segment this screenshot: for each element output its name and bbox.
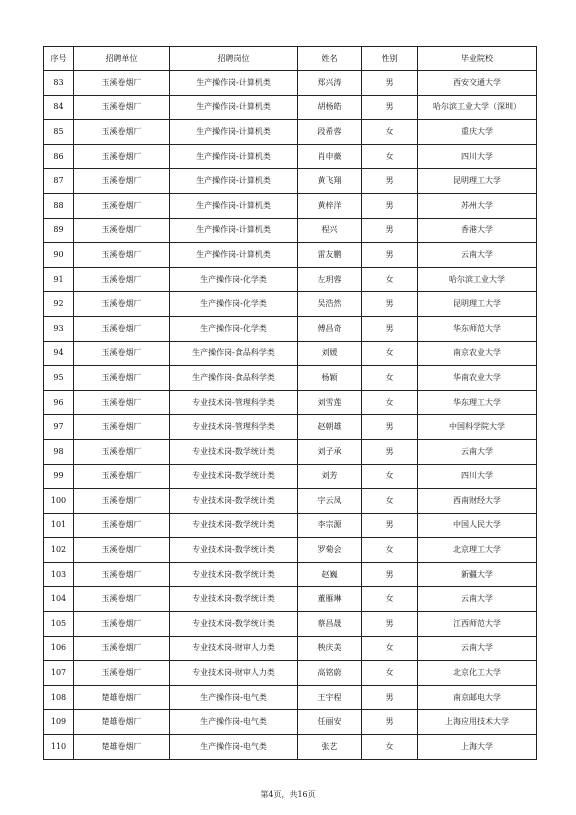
cell-serial-number: 102 — [44, 538, 74, 563]
cell-serial-number: 110 — [44, 735, 74, 760]
cell-name: 雷友鹏 — [298, 243, 362, 268]
cell-name: 王宇程 — [298, 685, 362, 710]
cell-serial-number: 89 — [44, 218, 74, 243]
cell-position: 生产操作岗-化学类 — [170, 316, 298, 341]
cell-hiring-unit: 玉溪卷烟厂 — [74, 366, 170, 391]
cell-serial-number: 93 — [44, 316, 74, 341]
cell-name: 李宗源 — [298, 513, 362, 538]
cell-hiring-unit: 玉溪卷烟厂 — [74, 562, 170, 587]
cell-position: 专业技术岗-数学统计类 — [170, 464, 298, 489]
cell-school: 苏州大学 — [418, 193, 537, 218]
cell-serial-number: 83 — [44, 71, 74, 96]
header-position: 招聘岗位 — [170, 47, 298, 71]
cell-hiring-unit: 楚雄卷烟厂 — [74, 685, 170, 710]
cell-position: 专业技术岗-数学统计类 — [170, 513, 298, 538]
cell-name: 高铭蔚 — [298, 661, 362, 686]
cell-position: 专业技术岗-财审人力类 — [170, 661, 298, 686]
cell-serial-number: 91 — [44, 267, 74, 292]
cell-serial-number: 104 — [44, 587, 74, 612]
cell-name: 胡杨皓 — [298, 95, 362, 120]
cell-name: 字云凤 — [298, 489, 362, 514]
cell-name: 黄飞翔 — [298, 169, 362, 194]
cell-position: 生产操作岗-计算机类 — [170, 218, 298, 243]
cell-gender: 男 — [362, 415, 418, 440]
table-row — [44, 120, 537, 145]
cell-serial-number: 86 — [44, 144, 74, 169]
hiring-roster-table — [43, 46, 537, 760]
cell-school: 云南大学 — [418, 636, 537, 661]
cell-name: 傅昌奇 — [298, 316, 362, 341]
cell-hiring-unit: 玉溪卷烟厂 — [74, 636, 170, 661]
cell-serial-number: 94 — [44, 341, 74, 366]
cell-hiring-unit: 玉溪卷烟厂 — [74, 341, 170, 366]
cell-position: 生产操作岗-电气类 — [170, 685, 298, 710]
cell-hiring-unit: 玉溪卷烟厂 — [74, 120, 170, 145]
cell-name: 刘雪莲 — [298, 390, 362, 415]
cell-serial-number: 97 — [44, 415, 74, 440]
table-row — [44, 415, 537, 440]
cell-position: 生产操作岗-计算机类 — [170, 243, 298, 268]
cell-serial-number: 95 — [44, 366, 74, 391]
cell-serial-number: 108 — [44, 685, 74, 710]
cell-school: 江西师范大学 — [418, 612, 537, 637]
cell-name: 刘芳 — [298, 464, 362, 489]
cell-position: 专业技术岗-数学统计类 — [170, 612, 298, 637]
cell-gender: 女 — [362, 464, 418, 489]
cell-name: 任丽安 — [298, 710, 362, 735]
cell-position: 生产操作岗-计算机类 — [170, 144, 298, 169]
cell-gender: 男 — [362, 316, 418, 341]
table-row — [44, 439, 537, 464]
cell-hiring-unit: 玉溪卷烟厂 — [74, 71, 170, 96]
cell-school: 北京理工大学 — [418, 538, 537, 563]
table-row — [44, 710, 537, 735]
cell-gender: 男 — [362, 292, 418, 317]
cell-gender: 女 — [362, 538, 418, 563]
cell-position: 专业技术岗-数学统计类 — [170, 587, 298, 612]
cell-school: 新疆大学 — [418, 562, 537, 587]
header-gender: 性别 — [362, 47, 418, 71]
cell-name: 张艺 — [298, 735, 362, 760]
cell-gender: 女 — [362, 489, 418, 514]
table-row — [44, 95, 537, 120]
cell-gender: 男 — [362, 95, 418, 120]
cell-serial-number: 101 — [44, 513, 74, 538]
cell-gender: 女 — [362, 366, 418, 391]
cell-school: 哈尔滨工业大学（深圳） — [418, 95, 537, 120]
cell-serial-number: 107 — [44, 661, 74, 686]
cell-hiring-unit: 玉溪卷烟厂 — [74, 415, 170, 440]
table-row — [44, 612, 537, 637]
cell-serial-number: 88 — [44, 193, 74, 218]
cell-gender: 女 — [362, 144, 418, 169]
header-hiring-unit: 招聘单位 — [74, 47, 170, 71]
cell-serial-number: 106 — [44, 636, 74, 661]
cell-school: 南京邮电大学 — [418, 685, 537, 710]
cell-position: 生产操作岗-计算机类 — [170, 120, 298, 145]
cell-hiring-unit: 玉溪卷烟厂 — [74, 513, 170, 538]
cell-hiring-unit: 玉溪卷烟厂 — [74, 661, 170, 686]
cell-position: 生产操作岗-食品科学类 — [170, 366, 298, 391]
table-row — [44, 587, 537, 612]
cell-hiring-unit: 玉溪卷烟厂 — [74, 144, 170, 169]
table-row — [44, 685, 537, 710]
cell-serial-number: 85 — [44, 120, 74, 145]
cell-gender: 男 — [362, 243, 418, 268]
cell-gender: 女 — [362, 587, 418, 612]
table-row — [44, 71, 537, 96]
cell-serial-number: 84 — [44, 95, 74, 120]
table-row — [44, 636, 537, 661]
table-row — [44, 735, 537, 760]
cell-position: 生产操作岗-电气类 — [170, 710, 298, 735]
cell-hiring-unit: 玉溪卷烟厂 — [74, 292, 170, 317]
cell-name: 程兴 — [298, 218, 362, 243]
table-row — [44, 562, 537, 587]
cell-school: 上海大学 — [418, 735, 537, 760]
table-row — [44, 218, 537, 243]
cell-school: 昆明理工大学 — [418, 292, 537, 317]
cell-school: 西安交通大学 — [418, 71, 537, 96]
cell-gender: 男 — [362, 612, 418, 637]
cell-school: 四川大学 — [418, 144, 537, 169]
cell-gender: 男 — [362, 71, 418, 96]
cell-serial-number: 109 — [44, 710, 74, 735]
cell-name: 赵朝雄 — [298, 415, 362, 440]
cell-gender: 女 — [362, 120, 418, 145]
cell-hiring-unit: 玉溪卷烟厂 — [74, 243, 170, 268]
cell-serial-number: 92 — [44, 292, 74, 317]
cell-position: 专业技术岗-管理科学类 — [170, 390, 298, 415]
header-serial-number: 序号 — [44, 47, 74, 71]
cell-school: 中国科学院大学 — [418, 415, 537, 440]
cell-school: 重庆大学 — [418, 120, 537, 145]
table-row — [44, 661, 537, 686]
cell-hiring-unit: 玉溪卷烟厂 — [74, 169, 170, 194]
roster-body — [44, 71, 537, 760]
cell-position: 专业技术岗-数学统计类 — [170, 538, 298, 563]
cell-position: 生产操作岗-计算机类 — [170, 71, 298, 96]
cell-position: 生产操作岗-计算机类 — [170, 193, 298, 218]
cell-school: 四川大学 — [418, 464, 537, 489]
cell-gender: 女 — [362, 390, 418, 415]
cell-school: 昆明理工大学 — [418, 169, 537, 194]
cell-position: 生产操作岗-计算机类 — [170, 169, 298, 194]
cell-name: 董雁琳 — [298, 587, 362, 612]
cell-position: 生产操作岗-电气类 — [170, 735, 298, 760]
cell-gender: 男 — [362, 710, 418, 735]
table-row — [44, 390, 537, 415]
cell-serial-number: 103 — [44, 562, 74, 587]
table-row — [44, 489, 537, 514]
cell-position: 生产操作岗-化学类 — [170, 267, 298, 292]
table-row — [44, 538, 537, 563]
cell-hiring-unit: 玉溪卷烟厂 — [74, 464, 170, 489]
header-school: 毕业院校 — [418, 47, 537, 71]
cell-position: 专业技术岗-数学统计类 — [170, 489, 298, 514]
cell-school: 上海应用技术大学 — [418, 710, 537, 735]
table-row — [44, 144, 537, 169]
cell-name: 杨颖 — [298, 366, 362, 391]
cell-hiring-unit: 玉溪卷烟厂 — [74, 267, 170, 292]
cell-school: 云南大学 — [418, 439, 537, 464]
cell-position: 专业技术岗-财审人力类 — [170, 636, 298, 661]
cell-hiring-unit: 玉溪卷烟厂 — [74, 390, 170, 415]
cell-serial-number: 87 — [44, 169, 74, 194]
cell-name: 秧庆美 — [298, 636, 362, 661]
cell-school: 华东理工大学 — [418, 390, 537, 415]
cell-gender: 男 — [362, 193, 418, 218]
cell-gender: 男 — [362, 685, 418, 710]
cell-gender: 女 — [362, 661, 418, 686]
cell-name: 吴浩然 — [298, 292, 362, 317]
table-row — [44, 169, 537, 194]
cell-school: 华南农业大学 — [418, 366, 537, 391]
cell-gender: 女 — [362, 735, 418, 760]
cell-school: 香港大学 — [418, 218, 537, 243]
cell-school: 哈尔滨工业大学 — [418, 267, 537, 292]
table-row — [44, 513, 537, 538]
cell-school: 云南大学 — [418, 587, 537, 612]
cell-hiring-unit: 玉溪卷烟厂 — [74, 316, 170, 341]
cell-serial-number: 98 — [44, 439, 74, 464]
table-row — [44, 193, 537, 218]
cell-gender: 男 — [362, 169, 418, 194]
cell-name: 蔡昌晟 — [298, 612, 362, 637]
cell-gender: 女 — [362, 341, 418, 366]
cell-name: 黄梓洋 — [298, 193, 362, 218]
header-name: 姓名 — [298, 47, 362, 71]
cell-name: 郑兴涛 — [298, 71, 362, 96]
cell-school: 中国人民大学 — [418, 513, 537, 538]
cell-serial-number: 90 — [44, 243, 74, 268]
table-row — [44, 316, 537, 341]
cell-serial-number: 100 — [44, 489, 74, 514]
page-number: 第4页，共16页 — [260, 790, 316, 799]
table-row — [44, 366, 537, 391]
header-row — [44, 47, 537, 71]
cell-name: 段希蓉 — [298, 120, 362, 145]
cell-position: 生产操作岗-化学类 — [170, 292, 298, 317]
table-row — [44, 267, 537, 292]
table-row — [44, 243, 537, 268]
cell-position: 专业技术岗-数学统计类 — [170, 562, 298, 587]
cell-name: 罗菊会 — [298, 538, 362, 563]
cell-serial-number: 96 — [44, 390, 74, 415]
cell-name: 赵巍 — [298, 562, 362, 587]
table-row — [44, 464, 537, 489]
cell-school: 南京农业大学 — [418, 341, 537, 366]
cell-serial-number: 105 — [44, 612, 74, 637]
cell-hiring-unit: 楚雄卷烟厂 — [74, 735, 170, 760]
cell-gender: 女 — [362, 636, 418, 661]
cell-name: 刘子承 — [298, 439, 362, 464]
cell-hiring-unit: 玉溪卷烟厂 — [74, 538, 170, 563]
cell-position: 专业技术岗-管理科学类 — [170, 415, 298, 440]
cell-gender: 男 — [362, 439, 418, 464]
cell-hiring-unit: 玉溪卷烟厂 — [74, 218, 170, 243]
table-row — [44, 341, 537, 366]
cell-gender: 男 — [362, 513, 418, 538]
cell-hiring-unit: 玉溪卷烟厂 — [74, 95, 170, 120]
cell-school: 云南大学 — [418, 243, 537, 268]
cell-position: 生产操作岗-计算机类 — [170, 95, 298, 120]
cell-name: 刘媛 — [298, 341, 362, 366]
cell-school: 北京化工大学 — [418, 661, 537, 686]
cell-serial-number: 99 — [44, 464, 74, 489]
cell-hiring-unit: 楚雄卷烟厂 — [74, 710, 170, 735]
cell-hiring-unit: 玉溪卷烟厂 — [74, 193, 170, 218]
cell-gender: 女 — [362, 267, 418, 292]
cell-gender: 男 — [362, 562, 418, 587]
cell-gender: 男 — [362, 218, 418, 243]
cell-name: 肖申薇 — [298, 144, 362, 169]
cell-hiring-unit: 玉溪卷烟厂 — [74, 612, 170, 637]
cell-school: 西南财经大学 — [418, 489, 537, 514]
roster-sheet — [43, 46, 536, 760]
cell-hiring-unit: 玉溪卷烟厂 — [74, 439, 170, 464]
cell-hiring-unit: 玉溪卷烟厂 — [74, 587, 170, 612]
table-row — [44, 292, 537, 317]
cell-hiring-unit: 玉溪卷烟厂 — [74, 489, 170, 514]
cell-position: 专业技术岗-数学统计类 — [170, 439, 298, 464]
cell-position: 生产操作岗-食品科学类 — [170, 341, 298, 366]
cell-school: 华东师范大学 — [418, 316, 537, 341]
cell-name: 左玥蓉 — [298, 267, 362, 292]
